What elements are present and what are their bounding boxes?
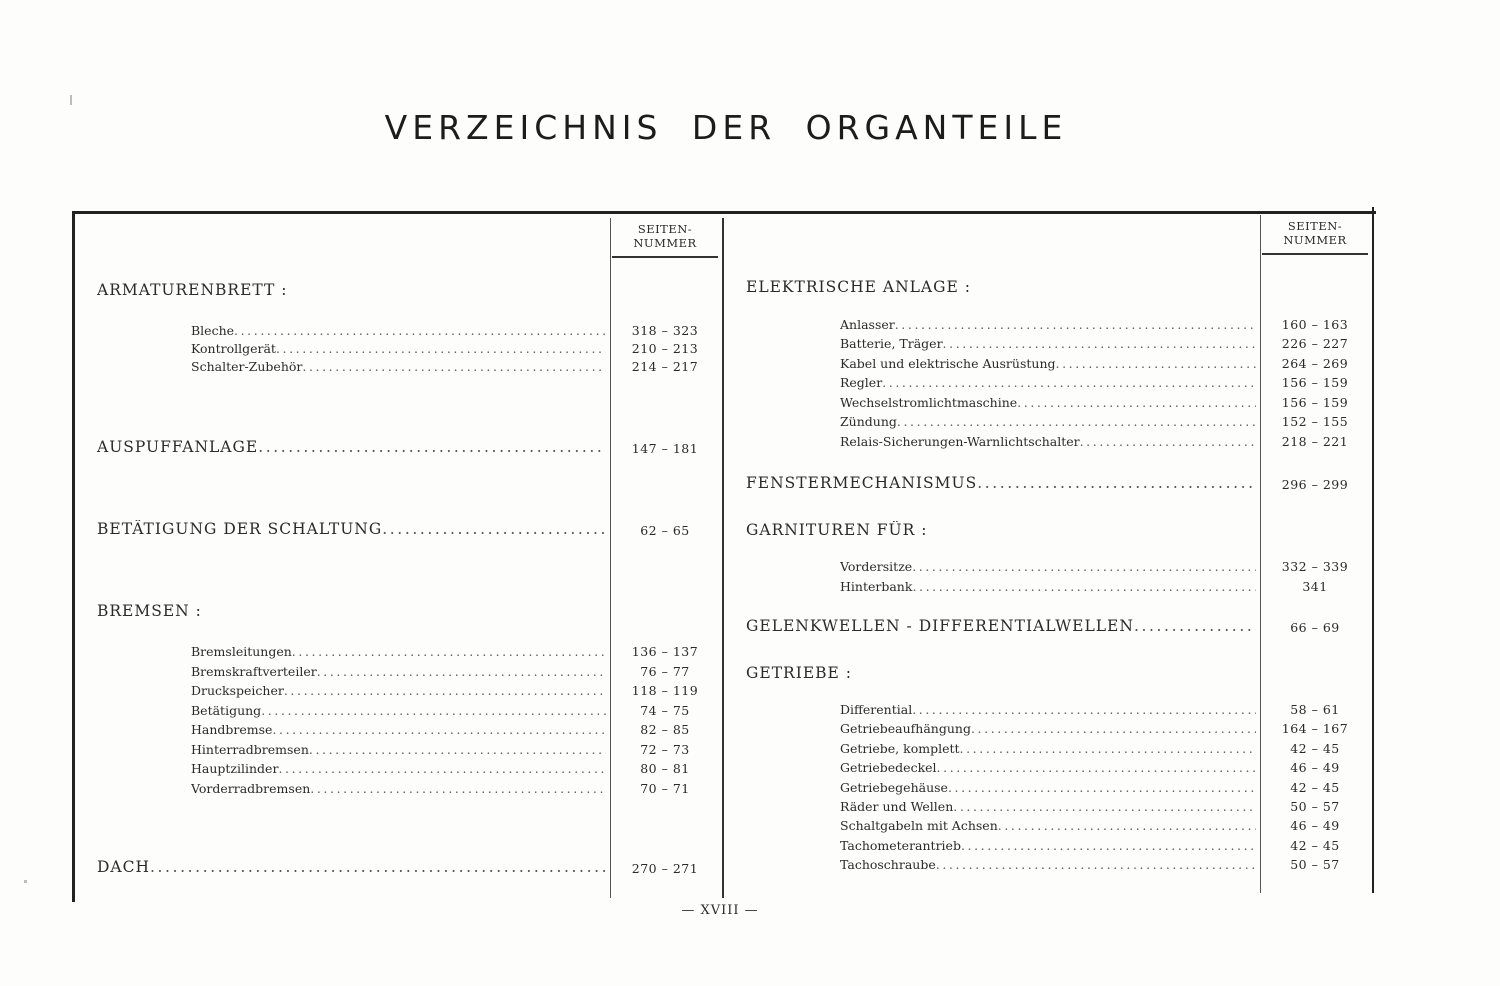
dot-leader bbox=[897, 414, 1256, 429]
page-range: 164 – 167 bbox=[1281, 721, 1349, 736]
page-title: VERZEICHNIS DER ORGANTEILE bbox=[384, 108, 1068, 147]
index-entry-label: Getriebe, komplett bbox=[840, 741, 960, 756]
dot-leader bbox=[150, 858, 606, 876]
dot-leader bbox=[1080, 434, 1256, 449]
index-entry-label: Betätigung bbox=[191, 703, 262, 718]
dot-leader bbox=[284, 683, 606, 698]
page-range: 76 – 77 bbox=[640, 664, 690, 679]
page-range: 74 – 75 bbox=[640, 703, 690, 718]
dot-leader bbox=[258, 438, 606, 456]
dot-leader bbox=[309, 742, 606, 757]
page-range: 341 bbox=[1302, 579, 1328, 594]
dot-leader bbox=[382, 520, 606, 538]
index-entry bbox=[840, 721, 1256, 736]
left-page-column-header bbox=[612, 222, 718, 250]
index-entry-label: Vordersitze bbox=[840, 559, 913, 574]
section-heading bbox=[746, 617, 1256, 635]
index-entry-label: Hauptzilinder bbox=[191, 761, 279, 776]
page-range: 214 – 217 bbox=[631, 359, 699, 374]
page-range: 226 – 227 bbox=[1281, 336, 1349, 351]
right-header-rule bbox=[1262, 253, 1368, 255]
scan-mark bbox=[70, 95, 72, 105]
dot-leader bbox=[1017, 395, 1256, 410]
table-frame-top bbox=[72, 211, 1376, 214]
section-heading bbox=[746, 474, 1256, 492]
dot-leader bbox=[895, 317, 1256, 332]
index-entry-label: Relais-Sicherungen-Warnlichtschalter bbox=[840, 434, 1080, 449]
index-entry-label: Räder und Wellen bbox=[840, 799, 954, 814]
index-entry bbox=[840, 434, 1256, 449]
dot-leader bbox=[937, 760, 1256, 775]
dot-leader bbox=[234, 323, 606, 338]
index-entry bbox=[840, 356, 1256, 371]
page-range: 152 – 155 bbox=[1281, 414, 1349, 429]
index-entry-label: Vorderradbremsen bbox=[191, 781, 311, 796]
dot-leader bbox=[948, 780, 1256, 795]
page-range: 318 – 323 bbox=[631, 323, 699, 338]
index-entry bbox=[840, 799, 1256, 814]
index-entry-label: Kabel und elektrische Ausrüstung bbox=[840, 356, 1056, 371]
index-entry bbox=[840, 317, 1256, 332]
scan-mark bbox=[24, 880, 27, 883]
dot-leader bbox=[971, 721, 1256, 736]
index-entry bbox=[191, 703, 606, 718]
page-range: 82 – 85 bbox=[640, 722, 690, 737]
header-line-1: SEITEN- bbox=[637, 222, 693, 236]
index-entry bbox=[840, 780, 1256, 795]
section-heading-label: BETÄTIGUNG DER SCHALTUNG bbox=[97, 520, 383, 538]
page-range: 42 – 45 bbox=[1290, 741, 1340, 756]
page-range: 66 – 69 bbox=[1290, 620, 1340, 635]
section-heading bbox=[97, 281, 288, 299]
section-heading bbox=[97, 858, 606, 876]
page-range: 50 – 57 bbox=[1290, 857, 1340, 872]
index-entry bbox=[840, 838, 1256, 853]
table-frame-right bbox=[1372, 207, 1374, 893]
index-entry bbox=[840, 579, 1256, 594]
index-entry-label: Batterie, Träger bbox=[840, 336, 943, 351]
page-range: 264 – 269 bbox=[1281, 356, 1349, 371]
table-frame-left bbox=[72, 211, 75, 902]
page-range: 136 – 137 bbox=[631, 644, 699, 659]
section-heading bbox=[746, 278, 971, 296]
page-number-footer: — XVIII — bbox=[681, 903, 759, 918]
dot-leader bbox=[912, 559, 1256, 574]
index-entry-label: Hinterbank bbox=[840, 579, 913, 594]
page-range: 156 – 159 bbox=[1281, 375, 1349, 390]
dot-leader bbox=[953, 799, 1256, 814]
index-entry bbox=[840, 414, 1256, 429]
index-entry-label: Regler bbox=[840, 375, 883, 390]
index-entry-label: Differential bbox=[840, 702, 913, 717]
index-entry-label: Zündung bbox=[840, 414, 897, 429]
section-heading-label: ELEKTRISCHE ANLAGE : bbox=[746, 278, 971, 296]
dot-leader bbox=[912, 579, 1256, 594]
index-entry-label: Druckspeicher bbox=[191, 683, 284, 698]
section-heading-label: DACH bbox=[97, 858, 150, 876]
index-entry-label: Bremsleitungen bbox=[191, 644, 292, 659]
index-entry bbox=[191, 761, 606, 776]
dot-leader bbox=[1056, 356, 1257, 371]
dot-leader bbox=[998, 818, 1256, 833]
dot-leader bbox=[276, 341, 606, 356]
right-page-column-divider bbox=[1260, 215, 1261, 893]
index-entry bbox=[840, 857, 1256, 872]
dot-leader bbox=[936, 857, 1256, 872]
section-heading-label: FENSTERMECHANISMUS bbox=[746, 474, 978, 492]
page-range: 70 – 71 bbox=[640, 781, 690, 796]
dot-leader bbox=[302, 359, 606, 374]
page-range: 332 – 339 bbox=[1281, 559, 1349, 574]
index-entry bbox=[191, 323, 606, 338]
section-heading bbox=[97, 438, 606, 456]
index-entry bbox=[191, 781, 606, 796]
index-entry-label: Wechselstromlichtmaschine bbox=[840, 395, 1018, 410]
section-heading-label: GELENKWELLEN - DIFFERENTIALWELLEN bbox=[746, 617, 1134, 635]
index-entry bbox=[191, 359, 606, 374]
index-entry bbox=[191, 722, 606, 737]
right-page-column-header bbox=[1262, 219, 1368, 247]
page-range: 118 – 119 bbox=[631, 683, 699, 698]
dot-leader bbox=[261, 703, 606, 718]
header-line-2: NUMMER bbox=[1283, 233, 1347, 247]
index-entry bbox=[840, 336, 1256, 351]
dot-leader bbox=[317, 664, 606, 679]
index-entry-label: Kontrollgerät bbox=[191, 341, 276, 356]
dot-leader bbox=[1134, 617, 1256, 635]
section-heading bbox=[97, 602, 202, 620]
index-entry bbox=[191, 742, 606, 757]
index-entry-label: Bremskraftverteiler bbox=[191, 664, 317, 679]
page-range: 50 – 57 bbox=[1290, 799, 1340, 814]
dot-leader bbox=[960, 741, 1256, 756]
index-entry bbox=[840, 395, 1256, 410]
dot-leader bbox=[882, 375, 1256, 390]
index-entry bbox=[191, 341, 606, 356]
dot-leader bbox=[278, 761, 606, 776]
page-range: 58 – 61 bbox=[1290, 702, 1340, 717]
dot-leader bbox=[292, 644, 606, 659]
left-header-rule bbox=[612, 256, 718, 258]
index-entry bbox=[840, 741, 1256, 756]
index-entry bbox=[840, 702, 1256, 717]
section-heading bbox=[746, 664, 852, 682]
index-entry-label: Schalter-Zubehör bbox=[191, 359, 303, 374]
page-range: 42 – 45 bbox=[1290, 780, 1340, 795]
index-entry bbox=[840, 559, 1256, 574]
left-page-column-divider-b bbox=[722, 218, 724, 898]
page-range: 72 – 73 bbox=[640, 742, 690, 757]
index-entry bbox=[191, 683, 606, 698]
index-entry bbox=[840, 818, 1256, 833]
index-entry-label: Bleche bbox=[191, 323, 235, 338]
section-heading-label: GETRIEBE : bbox=[746, 664, 852, 682]
section-heading-label: GARNITUREN FÜR : bbox=[746, 521, 928, 539]
page-range: 62 – 65 bbox=[640, 523, 690, 538]
page-range: 46 – 49 bbox=[1290, 760, 1340, 775]
page-range: 80 – 81 bbox=[640, 761, 690, 776]
page-range: 270 – 271 bbox=[631, 861, 699, 876]
page-range: 46 – 49 bbox=[1290, 818, 1340, 833]
header-line-2: NUMMER bbox=[633, 236, 697, 250]
index-entry bbox=[840, 760, 1256, 775]
page-range: 218 – 221 bbox=[1281, 434, 1349, 449]
section-heading bbox=[97, 520, 606, 538]
dot-leader bbox=[943, 336, 1256, 351]
index-entry bbox=[840, 375, 1256, 390]
dot-leader bbox=[272, 722, 606, 737]
dot-leader bbox=[961, 838, 1256, 853]
index-entry-label: Tachometerantrieb bbox=[840, 838, 961, 853]
index-entry-label: Getriebegehäuse bbox=[840, 780, 948, 795]
section-heading-label: ARMATURENBRETT : bbox=[97, 281, 288, 299]
section-heading bbox=[746, 521, 927, 539]
dot-leader bbox=[977, 474, 1256, 492]
index-entry-label: Anlasser bbox=[840, 317, 895, 332]
index-entry-label: Getriebeaufhängung bbox=[840, 721, 971, 736]
index-entry bbox=[191, 664, 606, 679]
page-range: 210 – 213 bbox=[631, 341, 699, 356]
dot-leader bbox=[912, 702, 1256, 717]
index-entry-label: Hinterradbremsen bbox=[191, 742, 309, 757]
header-line-1: SEITEN- bbox=[1287, 219, 1343, 233]
index-entry-label: Getriebedeckel bbox=[840, 760, 937, 775]
index-entry-label: Schaltgabeln mit Achsen bbox=[840, 818, 998, 833]
page-range: 160 – 163 bbox=[1281, 317, 1349, 332]
index-entry-label: Handbremse bbox=[191, 722, 273, 737]
page-range: 42 – 45 bbox=[1290, 838, 1340, 853]
section-heading-label: AUSPUFFANLAGE bbox=[97, 438, 259, 456]
dot-leader bbox=[310, 781, 606, 796]
section-heading-label: BREMSEN : bbox=[97, 602, 202, 620]
page-range: 296 – 299 bbox=[1281, 477, 1349, 492]
page-range: 156 – 159 bbox=[1281, 395, 1349, 410]
index-entry bbox=[191, 644, 606, 659]
page-range: 147 – 181 bbox=[631, 441, 699, 456]
index-entry-label: Tachoschraube bbox=[840, 857, 936, 872]
left-page-column-divider-a bbox=[610, 218, 611, 898]
